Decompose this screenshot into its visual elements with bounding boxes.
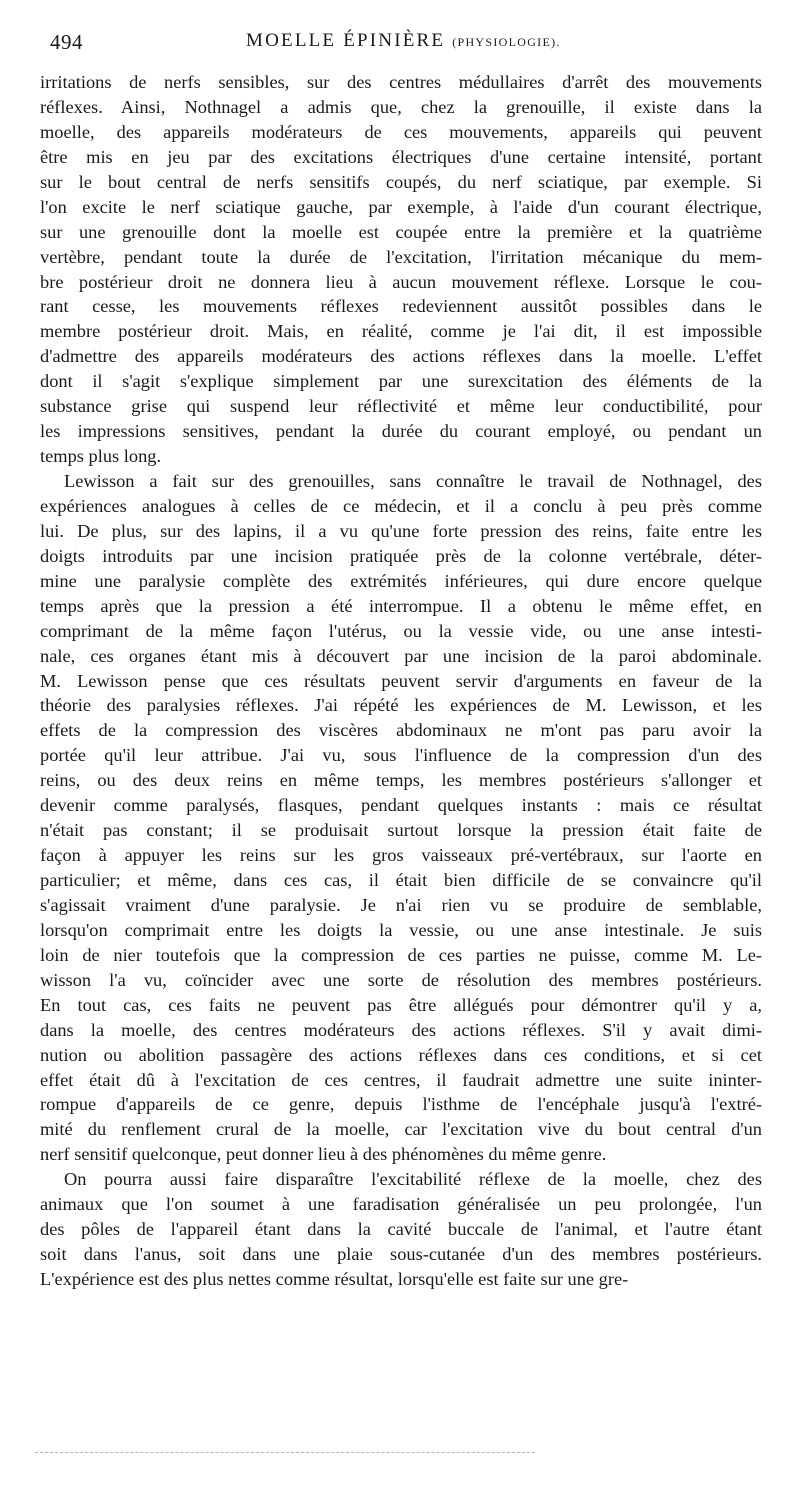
text-line: rompue d'appareils de ce genre, depuis l'isthme de l'encéphale jusqu'à l'extré- xyxy=(40,1094,762,1115)
text-line: devenir comme paralysés, flasques, pendant quelques instants : mais ce résultat xyxy=(40,795,762,816)
page-number: 494 xyxy=(50,30,83,54)
text-line: nution ou abolition passagère des actions réflexes dans ces conditions, et si cet xyxy=(40,1044,762,1065)
running-title xyxy=(246,30,561,52)
paragraph xyxy=(40,469,762,1167)
running-title-subtitle: (PHYSIOLOGIE). xyxy=(452,35,561,49)
text-line: substance grise qui suspend leur réflectivité et même leur conductibilité, pour xyxy=(40,396,762,417)
text-line: portée qu'il leur attribue. J'ai vu, sous l'influence de la compression d'un des xyxy=(40,745,762,766)
text-line: bre postérieur droit ne donnera lieu à aucun mouvement réflexe. Lorsque le cou- xyxy=(40,271,762,292)
text-line: l'on excite le nerf sciatique gauche, par exemple, à l'aide d'un courant électrique, xyxy=(40,196,762,217)
text-line: effets de la compression des viscères abdominaux ne m'ont pas paru avoir la xyxy=(40,720,762,741)
text-line: n'était pas constant; il se produisait surtout lorsque la pression était faite de xyxy=(40,820,762,841)
text-line: particulier; et même, dans ces cas, il était bien difficile de se convaincre qu'il xyxy=(40,870,762,890)
text-line: comprimant de la même façon l'utérus, ou la vessie vide, ou une anse intesti- xyxy=(40,620,762,641)
page-header xyxy=(50,30,750,58)
text-line: sur une grenouille dont la moelle est coupée entre la première et la quatrième xyxy=(40,221,762,242)
footer-rule xyxy=(35,1452,535,1453)
text-line: L'expérience est des plus nettes comme résultat, lorsqu'elle est faite sur une gre- xyxy=(40,1269,629,1289)
text-line: rant cesse, les mouvements réflexes redeviennent aussitôt possibles dans le xyxy=(40,296,762,317)
text-line: doigts introduits par une incision pratiquée près de la colonne vertébrale, déter- xyxy=(40,545,762,566)
text-line: dans la moelle, des centres modérateurs des actions réflexes. S'il y avait dimi- xyxy=(40,1019,762,1040)
text-line: nerf sensitif quelconque, peut donner lieu à des phénomènes du même genre. xyxy=(40,1144,607,1165)
text-line: expériences analogues à celles de ce médecin, et il a conclu à peu près comme xyxy=(40,495,762,516)
text-line: vertèbre, pendant toute la durée de l'excitation, l'irritation mécanique du mem- xyxy=(40,246,762,267)
text-line: irritations de nerfs sensibles, sur des centres médullaires d'arrêt des mouvements xyxy=(40,72,762,92)
running-title-main: MOELLE ÉPINIÈRE xyxy=(246,30,446,51)
text-line: lorsqu'on comprimait entre les doigts la vessie, ou une anse intestinale. Je suis xyxy=(40,919,762,940)
text-line: effet était dû à l'excitation de ces centres, il faudrait admettre une suite ininter- xyxy=(40,1069,762,1090)
text-line: M. Lewisson pense que ces résultats peuvent servir d'arguments en faveur de la xyxy=(40,670,762,691)
text-line: lui. De plus, sur des lapins, il a vu qu'une forte pression des reins, faite entre les xyxy=(40,520,762,541)
text-line: d'admettre des appareils modérateurs des actions réflexes dans la moelle. L'effet xyxy=(40,346,762,367)
text-line: En tout cas, ces faits ne peuvent pas être allégués pour démontrer qu'il y a, xyxy=(40,994,762,1015)
text-line: membre postérieur droit. Mais, en réalité, comme je l'ai dit, il est impossible xyxy=(40,321,762,342)
text-line: Lewisson a fait sur des grenouilles, sans connaître le travail de Nothnagel, des xyxy=(64,471,762,491)
paragraph xyxy=(40,1167,762,1292)
text-line: façon à appuyer les reins sur les gros vaisseaux pré-vertébraux, sur l'aorte en xyxy=(40,845,762,866)
text-line: loin de nier toutefois que la compression de ces parties ne puisse, comme M. Le- xyxy=(40,944,762,965)
text-line: soit dans l'anus, soit dans une plaie sous-cutanée d'un des membres postérieurs. xyxy=(40,1244,762,1265)
text-line: mité du renflement crural de la moelle, car l'excitation vive du bout central d'un xyxy=(40,1119,762,1140)
text-line: On pourra aussi faire disparaître l'excitabilité réflexe de la moelle, chez des xyxy=(64,1169,762,1190)
text-line: sur le bout central de nerfs sensitifs coupés, du nerf sciatique, par exemple. Si xyxy=(40,171,762,192)
text-line: animaux que l'on soumet à une faradisation généralisée un peu prolongée, l'un xyxy=(40,1194,762,1215)
text-line: réflexes. Ainsi, Nothnagel a admis que, chez la grenouille, il existe dans la xyxy=(40,96,762,117)
text-line: des pôles de l'appareil étant dans la cavité buccale de l'animal, et l'autre étant xyxy=(40,1219,762,1240)
text-line: nale, ces organes étant mis à découvert par une incision de la paroi abdominale. xyxy=(40,645,762,666)
text-line: les impressions sensitives, pendant la durée du courant employé, ou pendant un xyxy=(40,421,762,442)
text-line: s'agissait vraiment d'une paralysie. Je n'ai rien vu se produire de semblable, xyxy=(40,894,762,915)
text-line: moelle, des appareils modérateurs de ces mouvements, appareils qui peuvent xyxy=(40,121,762,142)
text-line: être mis en jeu par des excitations électriques d'une certaine intensité, portant xyxy=(40,146,762,167)
text-line: théorie des paralysies réflexes. J'ai répété les expériences de M. Lewisson, et les xyxy=(40,695,762,716)
text-line: temps plus long. xyxy=(40,446,162,467)
paragraph xyxy=(40,70,762,469)
text-line: reins, ou des deux reins en même temps, les membres postérieurs s'allonger et xyxy=(40,770,762,791)
body-text xyxy=(40,70,762,1292)
text-line: dont il s'agit s'explique simplement par une surexcitation des éléments de la xyxy=(40,371,762,392)
text-line: wisson l'a vu, coïncider avec une sorte de résolution des membres postérieurs. xyxy=(40,969,762,990)
text-line: mine une paralysie complète des extrémités inférieures, qui dure encore quelque xyxy=(40,570,762,591)
text-line: temps après que la pression a été interrompue. Il a obtenu le même effet, en xyxy=(40,595,762,616)
